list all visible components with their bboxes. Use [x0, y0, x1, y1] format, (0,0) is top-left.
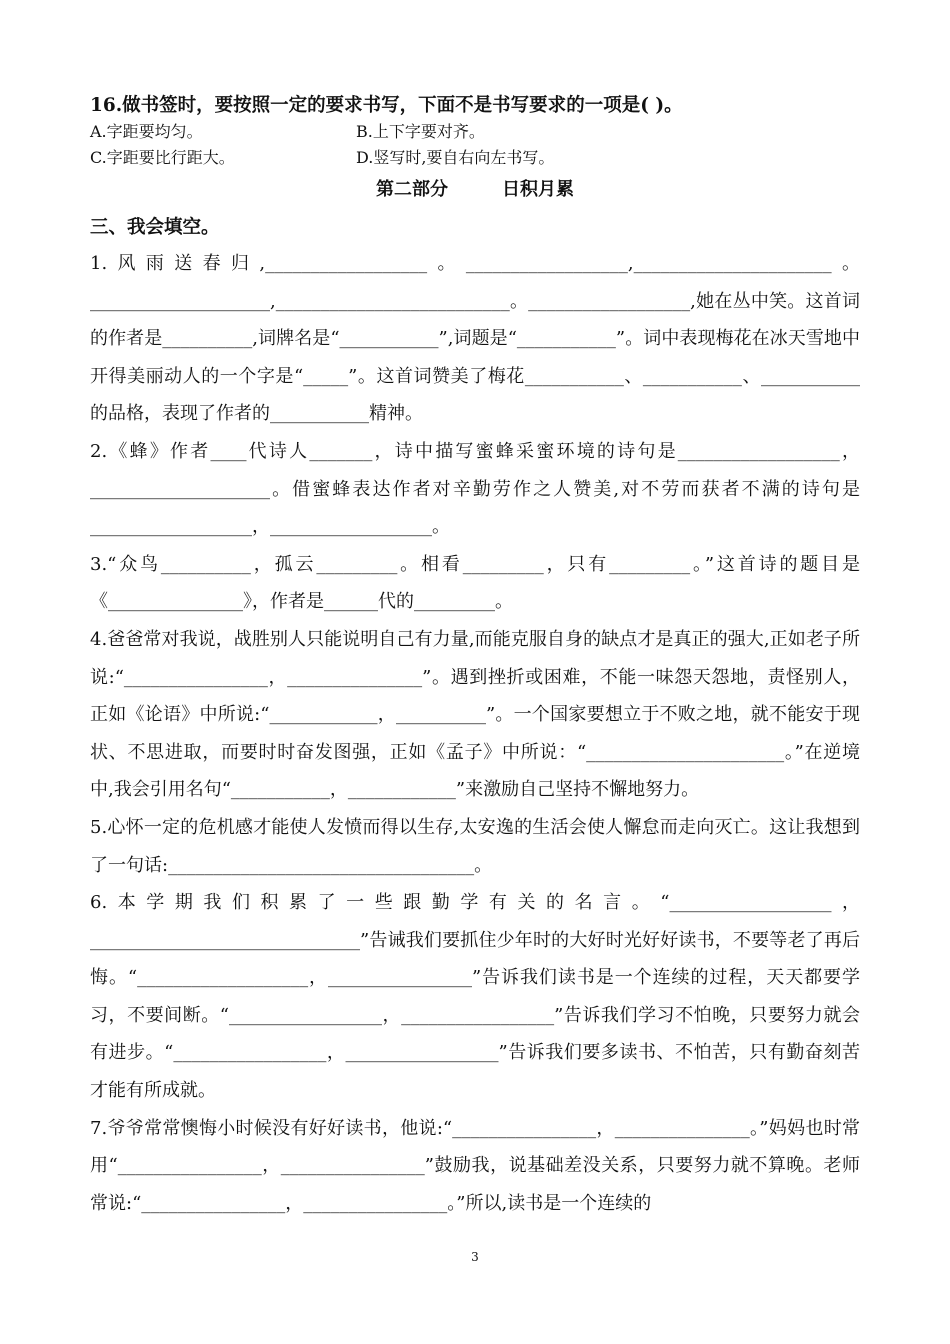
part-title	[0, 175, 950, 201]
question-item-2: 2.《蜂》作者____代诗人_______，诗中描写蜜蜂采蜜环境的诗句是__________________，____________________。借蜜蜂表达作者对辛勤劳作之人赞美,对不劳而获者不满的诗句是__________________，__________________。	[90, 440, 860, 538]
question-item-1: 1.风雨送春归,__________________。__________________,______________________。____________________,__________________________。__________________,她在丛中笑。这首词的作者是__________,词牌名是“___________”,词题是“___________”。词中表现梅花在冰天雪地中开得美丽动人的一个字是“_____”。这首词赞美了梅花___________、___________、___________的品格，表现了作者的___________精神。	[90, 253, 860, 425]
part-title-right: 日积月累	[502, 179, 574, 200]
question-16-options-row-1	[90, 119, 860, 142]
option-d: D.竖写时,要自右向左书写。	[356, 148, 555, 167]
option-c: C.字距要比行距大。	[90, 148, 235, 167]
question-16-stem: 16.做书签时，要按照一定的要求书写，下面不是书写要求的一项是( )。	[90, 95, 683, 116]
section-heading: 三、我会填空。	[90, 217, 220, 238]
option-a: A.字距要均匀。	[90, 122, 203, 141]
page-number: 3	[471, 1250, 479, 1264]
question-item-5: 5.心怀一定的危机感才能使人发愤而得以生存,太安逸的生活会使人懈怠而走向灭亡。这让我想到了一句话:__________________________________。	[90, 816, 860, 876]
option-b: B.上下字要对齐。	[356, 122, 485, 141]
question-item-6: 6.本学期我们积累了一些跟勤学有关的名言。“__________________，______________________________”告诫我们要抓住少年时的大好时光好好读书，不要等老了再后悔。“___________________，________________”告诉我们读书是一个连续的过程，天天都要学习，不要间断。“_________________，_________________”告诉我们学习不怕晚，只要努力就会有进步。“_________________，_________________”告诉我们要多读书、不怕苦，只有勤奋刻苦才能有所成就。	[90, 892, 860, 1102]
question-item-4: 4.爸爸常对我说，战胜别人只能说明自己有力量,而能克服自身的缺点才是真正的强大,正如老子所说:“________________，_______________”。遇到挫折或困难，不能一味怨天怨地，责怪别人，正如《论语》中所说:“____________，__________”。一个国家要想立于不败之地，就不能安于现状、不思进取，而要时时奋发图强，正如《孟子》中所说：“______________________。”在逆境中,我会引用名句“___________，____________”来激励自己坚持不懈地努力。	[90, 628, 860, 801]
part-title-left: 第二部分	[376, 179, 448, 200]
question-item-3: 3.“众鸟__________，孤云_________。相看_________，只有_________。”这首诗的题目是《_______________》，作者是______代的_________。	[90, 553, 860, 613]
question-item-7: 7.爷爷常常懊悔小时候没有好好读书，他说:“________________，_______________。”妈妈也时常用“________________，________________”鼓励我，说基础差没关系，只要努力就不算晚。老师常说:“________________，________________。”所以,读书是一个连续的	[90, 1117, 860, 1214]
fill-in-questions	[90, 245, 860, 1222]
question-16-options-row-2	[90, 145, 860, 168]
